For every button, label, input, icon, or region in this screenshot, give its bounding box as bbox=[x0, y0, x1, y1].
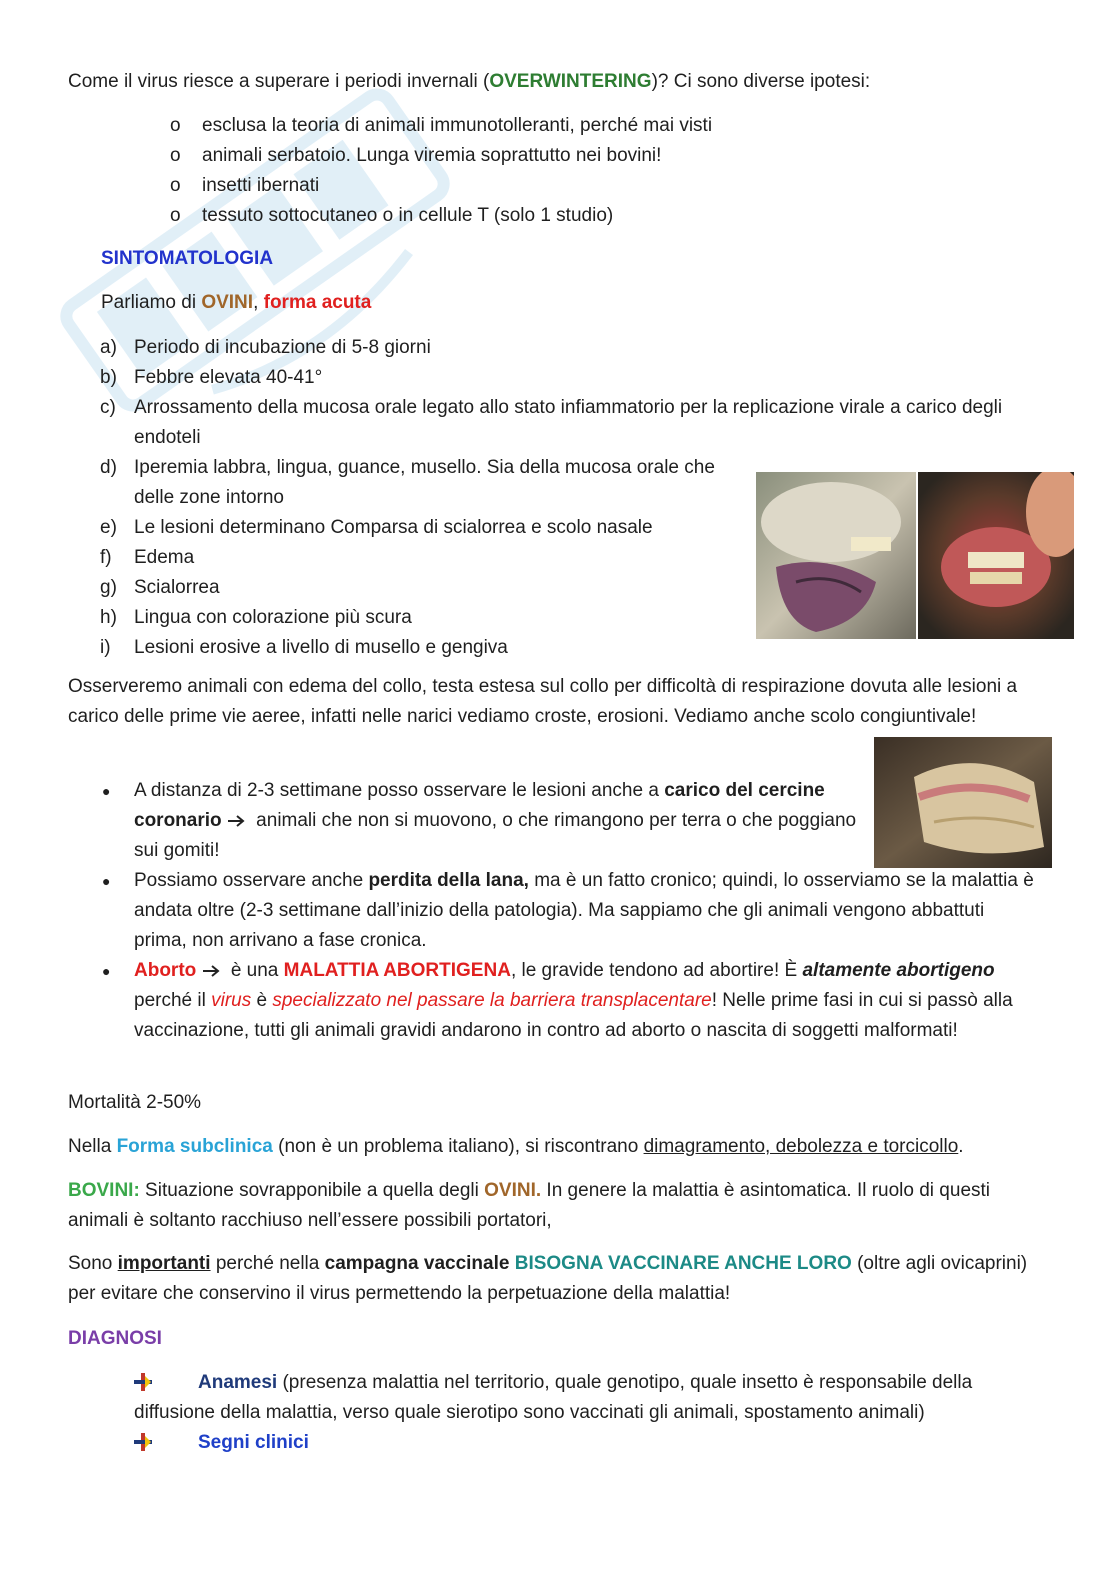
list-item bbox=[170, 201, 1062, 231]
hypotheses-list bbox=[170, 111, 1062, 231]
arrow-right-icon bbox=[202, 964, 222, 978]
list-marker: b) bbox=[100, 367, 117, 388]
list-item bbox=[100, 333, 1034, 363]
list-marker: a) bbox=[100, 337, 117, 358]
list-item bbox=[170, 141, 1062, 171]
arrow-bullet-icon bbox=[134, 1373, 152, 1391]
list-item-text: (presenza malattia nel territorio, quale genotipo, quale insetto è responsabile della diffusione della malattia, verso quale sierotipo sono vaccinati gli animali, spostamento animali) bbox=[134, 1372, 973, 1423]
list-item-text: Lesioni erosive a livello di musello e gengiva bbox=[134, 637, 508, 658]
subclinica-signs: dimagramento, debolezza e torcicollo bbox=[643, 1136, 959, 1157]
anamesi-term: Anamesi bbox=[198, 1372, 278, 1393]
list-marker: i) bbox=[100, 637, 111, 658]
observation-paragraph: Osserveremo animali con edema del collo, testa estesa sul collo per difficoltà di respirazione dovuta alle lesioni a carico delle prime vie aeree, infatti nelle narici vediamo croste, erosioni. Vediamo anche scolo congiuntivale! bbox=[68, 676, 1018, 727]
intro-text-end: )? Ci sono diverse ipotesi: bbox=[651, 71, 871, 92]
subheading-comma: , bbox=[253, 292, 264, 313]
bovini-paragraph bbox=[68, 1176, 1043, 1236]
paragraph-text: (non è un problema italiano), si riscontrano bbox=[272, 1136, 644, 1157]
bullet-marker: ● bbox=[102, 873, 111, 889]
mortalita-line: Mortalità 2-50% bbox=[68, 1092, 202, 1113]
paragraph-text: (oltre agli ovicaprini) per evitare che conservino il virus permettendo la perpetuazione della malattia! bbox=[68, 1253, 1028, 1304]
list-item-text: Le lesioni determinano Comparsa di scialorrea e scolo nasale bbox=[134, 517, 653, 538]
list-item-text: animali che non si muovono, o che rimangono per terra o che poggiano sui gomiti! bbox=[134, 810, 857, 861]
list-item-text: insetti ibernati bbox=[202, 175, 320, 196]
list-item bbox=[102, 956, 1039, 1046]
list-marker: f) bbox=[100, 547, 112, 568]
list-item-text: esclusa la teoria di animali immunotolleranti, perché mai visti bbox=[202, 115, 713, 136]
transplacentare-term: specializzato nel passare la barriera transplacentare bbox=[272, 990, 712, 1011]
list-item-text: Scialorrea bbox=[134, 577, 220, 598]
list-marker: o bbox=[170, 205, 181, 226]
list-item bbox=[102, 776, 864, 866]
paragraph-text: . bbox=[958, 1136, 964, 1157]
diagnosi-list bbox=[134, 1368, 1054, 1458]
list-marker: e) bbox=[100, 517, 117, 538]
list-item-text: Periodo di incubazione di 5-8 giorni bbox=[134, 337, 431, 358]
lana-term: perdita della lana, bbox=[368, 870, 529, 891]
list-item-text: ! Nelle prime fasi in cui si passò alla vaccinazione, tutti gli animali gravidi andarono in contro ad aborto o nascita di soggetti malformati! bbox=[134, 990, 1013, 1041]
sintomatologia-heading: SINTOMATOLOGIA bbox=[101, 248, 274, 269]
list-item-text: , le gravide tendono ad abortire! È bbox=[510, 960, 803, 981]
segni-clinici-term: Segni clinici bbox=[198, 1432, 309, 1453]
overwintering-term: OVERWINTERING bbox=[489, 71, 652, 92]
list-item bbox=[170, 171, 1062, 201]
bullet-marker: ● bbox=[102, 963, 111, 979]
list-item-text: Edema bbox=[134, 547, 195, 568]
aborto-term: Aborto bbox=[134, 960, 197, 981]
list-item bbox=[170, 111, 1062, 141]
bisogna-vaccinare-term: BISOGNA VACCINARE ANCHE LORO bbox=[514, 1253, 852, 1274]
list-item-text: è bbox=[251, 990, 273, 1011]
importanti-paragraph bbox=[68, 1249, 1028, 1309]
list-marker: o bbox=[170, 115, 181, 136]
virus-term: virus bbox=[211, 990, 252, 1011]
paragraph-text: perché nella bbox=[210, 1253, 325, 1274]
ovini-term: OVINI bbox=[201, 292, 254, 313]
subclinica-paragraph bbox=[68, 1132, 1058, 1162]
malattia-abortigena-term: MALATTIA ABORTIGENA bbox=[283, 960, 511, 981]
diagnosi-heading: DIAGNOSI bbox=[68, 1328, 162, 1349]
list-item-text: A distanza di 2-3 settimane posso osservare le lesioni anche a bbox=[134, 780, 665, 801]
cercine-term: carico del cercine coronario bbox=[134, 780, 825, 831]
bovini-label: BOVINI: bbox=[68, 1180, 140, 1201]
intro-text: Come il virus riesce a superare i periodi invernali ( bbox=[68, 71, 490, 92]
clinical-notes-list bbox=[102, 776, 1039, 1046]
list-item bbox=[134, 1428, 1054, 1458]
list-item bbox=[102, 866, 1039, 956]
paragraph-text: Sono bbox=[68, 1253, 118, 1274]
list-item-text: è una bbox=[225, 960, 284, 981]
campagna-vaccinale-term: campagna vaccinale bbox=[324, 1253, 510, 1274]
list-marker: o bbox=[170, 175, 181, 196]
intro-paragraph bbox=[68, 67, 1058, 97]
paragraph-text: In genere la malattia è asintomatica. Il ruolo di questi animali è soltanto racchiuso nell’essere possibili portatori, bbox=[68, 1180, 991, 1231]
list-item-text: ma è un fatto cronico; quindi, lo osserviamo se la malattia è andata oltre (2-3 settimane dall’inizio della patologia). Ma sappiamo che gli animali vengono abbattuti prima, non arrivano a fase cronica. bbox=[134, 870, 1034, 951]
bullet-marker: ● bbox=[102, 783, 111, 799]
paragraph-text: Nella bbox=[68, 1136, 117, 1157]
list-marker: c) bbox=[100, 397, 116, 418]
list-item bbox=[134, 1368, 1054, 1428]
list-marker: h) bbox=[100, 607, 117, 628]
list-item-text: animali serbatoio. Lunga viremia soprattutto nei bovini! bbox=[202, 145, 662, 166]
list-item bbox=[100, 393, 1034, 453]
list-marker: d) bbox=[100, 457, 117, 478]
list-item-text: Possiamo osservare anche bbox=[134, 870, 369, 891]
list-marker: g) bbox=[100, 577, 117, 598]
list-item-text: Arrossamento della mucosa orale legato allo stato infiammatorio per la replicazione virale a carico degli endoteli bbox=[134, 397, 1003, 448]
list-marker: o bbox=[170, 145, 181, 166]
altamente-abortigeno-term: altamente abortigeno bbox=[802, 960, 995, 981]
list-item-text: Lingua con colorazione più scura bbox=[134, 607, 412, 628]
forma-subclinica-term: Forma subclinica bbox=[116, 1136, 273, 1157]
ovini-term: OVINI. bbox=[484, 1180, 542, 1201]
sheep-mouth-image bbox=[756, 472, 1074, 639]
paragraph-text: Situazione sovrapponibile a quella degli bbox=[139, 1180, 485, 1201]
list-item bbox=[100, 453, 724, 513]
list-item-text: tessuto sottocutaneo o in cellule T (solo 1 studio) bbox=[202, 205, 614, 226]
list-item-text: Febbre elevata 40-41° bbox=[134, 367, 323, 388]
importanti-term: importanti bbox=[117, 1253, 211, 1274]
forma-acuta-term: forma acuta bbox=[263, 292, 372, 313]
list-item bbox=[100, 363, 1034, 393]
list-item-text: perché il bbox=[134, 990, 212, 1011]
sheep-mouth-photo bbox=[756, 472, 1074, 639]
subheading-text: Parliamo di bbox=[101, 292, 202, 313]
list-item-text: Iperemia labbra, lingua, guance, musello. Sia della mucosa orale che delle zone intorno bbox=[134, 457, 715, 508]
arrow-right-icon bbox=[227, 814, 247, 828]
sintomatologia-subheading bbox=[101, 288, 371, 318]
arrow-bullet-icon bbox=[134, 1433, 152, 1451]
